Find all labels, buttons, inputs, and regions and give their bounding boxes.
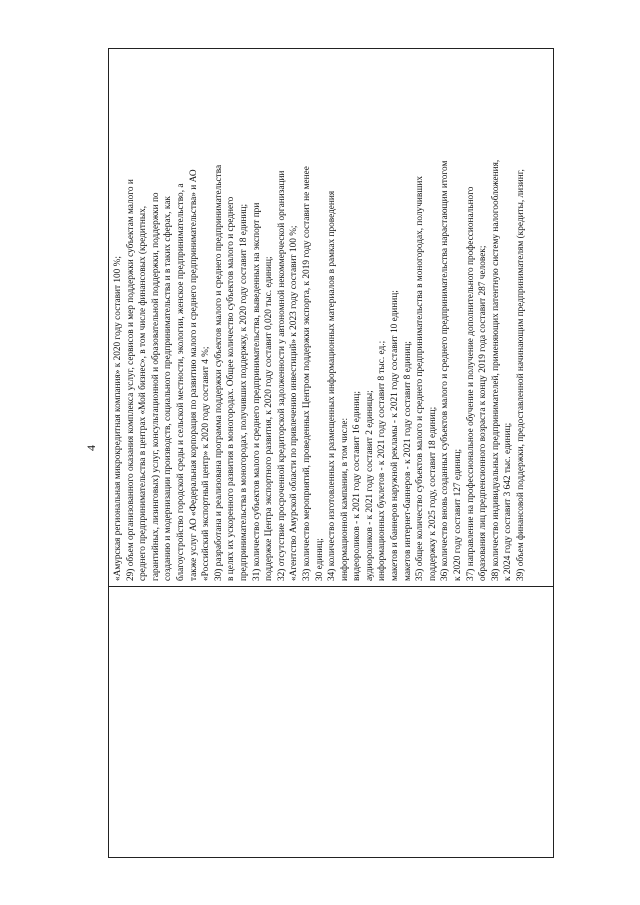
- text-line: «Агентство Амурской области по привлечению инвестиций» к 2023 году составит 100 %;: [289, 225, 300, 581]
- page-number: 4: [84, 445, 98, 451]
- text-line: образования лиц предпенсионного возраста к концу 2019 года составит 287 человек;: [478, 245, 489, 581]
- text-line: 34) количество изготовленных и размещенных информационных материалов в рамках проведения: [327, 190, 338, 581]
- text-line: 30 единиц;: [314, 538, 325, 581]
- text-line: 35) общее количество субъектов малого и среднего предпринимательства в моногородах, получивших: [415, 175, 426, 581]
- text-line: предпринимательства в моногородах, получивших поддержку, к 2020 году составит 18 единиц;: [238, 203, 249, 581]
- text-line: поддержке Центра экспортного развития, к 2020 году составит 0,020 тыс. единиц;: [264, 256, 275, 581]
- text-line: 39) объем финансовой поддержки, предоставленной начинающим предпринимателям (кредиты, лизинг,: [516, 169, 526, 581]
- text-line: информационных буклетов - к 2021 году составит 8 тыс. ед.;: [377, 340, 388, 581]
- text-line: в целях их ускоренного развития в моногородах. Общее количество субъектов малого и среднего: [226, 196, 237, 581]
- text-line: 29) объем организованного оказания комплекса услуг, сервисов и мер поддержки субъектам малого и: [125, 179, 136, 581]
- text-line: среднего предпринимательства в центрах «Мой бизнес», в том числе финансовых (кредитных,: [138, 205, 149, 581]
- text-line: благоустройство городской среды и сельской местности, экологии, женское предпринимательство, а: [175, 183, 186, 581]
- text-line: к 2024 году составит 3 642 тыс. единиц;: [503, 422, 514, 581]
- text-line: гарантийных, лизинговых) услуг, консультационной и образовательной поддержки, поддержки по: [150, 192, 161, 581]
- text-line: 37) направление на профессиональное обучение и получение дополнительного профессионального: [465, 186, 476, 581]
- text-line: 38) количество индивидуальных предпринимателей, применяющих патентную систему налогообложения,: [490, 159, 501, 581]
- text-line: 30) разработана и реализована программа поддержки субъектов малого и среднего предпринимательства: [213, 164, 224, 581]
- text-line: 31) количество субъектов малого и среднего предпринимательства, выведенных на экспорт при: [251, 202, 262, 581]
- text-line: 32) отсутствие просроченной кредиторской задолженности у автономной некоммерческой организации: [276, 170, 287, 581]
- text-line: к 2020 году составит 127 единиц;: [453, 448, 464, 581]
- text-line: 36) количество вновь созданных субъектов малого и среднего предпринимательства нарастающим итогом: [440, 160, 451, 581]
- text-line: макетов и баннеров наружной рекламы - к 2021 году составит 10 единиц;: [390, 290, 401, 581]
- text-line: поддержку к 2025 году, составит 18 единиц;: [427, 406, 438, 581]
- text-line: информационной кампании, в том числе:: [339, 417, 350, 581]
- text-line: 33) количество мероприятий, проведенных Центром поддержки экспорта, к 2019 году составит не менее: [301, 166, 312, 581]
- text-line: видеороликов - к 2021 году составит 16 единиц;: [352, 391, 363, 581]
- table-column-divider: [108, 586, 554, 587]
- text-line: макетов интернет-баннеров - к 2021 году составит 8 единиц;: [402, 341, 413, 581]
- text-line: также услуг АО «Федеральная корпорация по развитию малого и среднего предпринимательства» и АО: [188, 169, 199, 581]
- text-line: «Амурская региональная микрокредитная компания» к 2020 году составит 100 %;: [113, 256, 123, 581]
- text-line: аудиороликов - к 2021 году составит 2 единицы;: [364, 390, 375, 581]
- table-cell-text: [110, 50, 552, 584]
- text-line: «Российский экспортный центр» к 2020 году составит 4 %;: [201, 346, 212, 581]
- text-line: созданию и модернизации производств, социального предпринимательства и в таких сферах, как: [163, 196, 174, 581]
- document-text-lines: [110, 50, 552, 584]
